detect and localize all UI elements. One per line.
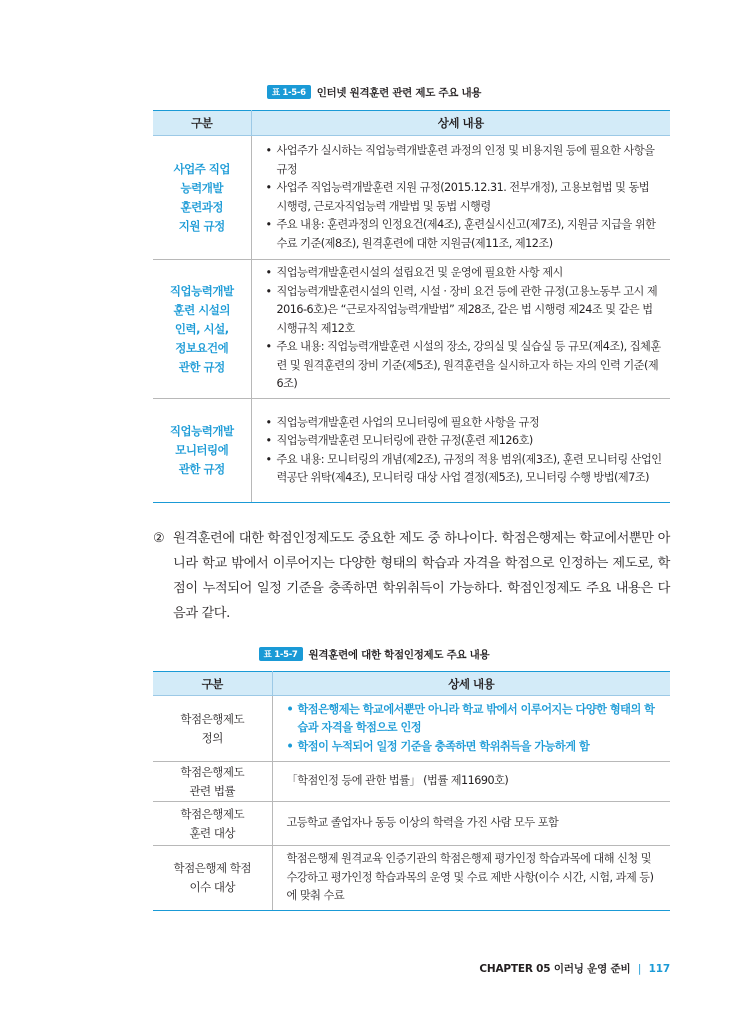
detail-text: 「학점인정 등에 관한 법률」 (법률 제11690호): [286, 774, 509, 788]
table-1-title: 인터넷 원격훈련 관련 제도 주요 내용: [316, 87, 482, 99]
table-row: [153, 696, 670, 762]
table-row: [153, 399, 670, 503]
category-line: 학점은행제도: [180, 711, 245, 726]
table-1-header-row: [153, 111, 670, 136]
list-item: • 직업능력개발훈련 사업의 모니터링에 필요한 사항을 규정: [266, 414, 663, 433]
category-line: 직업능력개발: [169, 424, 234, 438]
table-1-row-2-category: [153, 260, 251, 399]
category-line: 학점은행제 학점: [173, 860, 251, 875]
category-line: 관련 법률: [189, 783, 236, 798]
table-1-header-category: 구분: [153, 111, 251, 136]
table-1-row-2-detail: [251, 260, 670, 399]
category-line: 훈련과정: [180, 199, 223, 214]
body-paragraph: [153, 526, 670, 626]
list-item: • 직업능력개발훈련 모니터링에 관한 규정(훈련 제126호): [266, 432, 663, 451]
detail-text: 학점은행제 원격교육 인증기관의 학점은행제 평가인정 학습과목에 대해 신청 및 수강하고 평가인정 학습과목의 운영 및 수료 제반 사항(이수 시간, 시험, 과제 등)에 맞춰 수료: [286, 852, 654, 902]
table-2-header-detail: 상세 내용: [272, 672, 670, 696]
category-line: 관한 규정: [178, 359, 225, 374]
category-line: 사업주 직업: [173, 161, 231, 176]
table-2-row-1-category: [153, 696, 272, 762]
table-1-row-3-category: [153, 399, 251, 503]
table-2-row-4-category: [153, 846, 272, 911]
category-line: 훈련 시설의: [173, 302, 231, 317]
paragraph-text: 원격훈련에 대한 학점인정제도도 중요한 제도 중 하나이다. 학점은행제는 학교에서뿐만 아니라 학교 밖에서 이루어지는 다양한 형태의 학습과 자격을 학점으로 인정하는 제도로, 학점이 누적되어 일정 기준을 충족하면 학위취득이 가능하다. 학점인정제도 주요 내용은 다음과 같다.: [173, 531, 670, 621]
table-2-header-row: [153, 672, 670, 696]
category-line: 학점은행제도: [180, 764, 245, 779]
table-1-caption: [0, 85, 748, 100]
table-row: [153, 802, 670, 846]
category-line: 이수 대상: [189, 879, 236, 894]
table-2-tag: 표 1-5-7: [259, 647, 303, 661]
table-1-row-3-detail: [251, 399, 670, 503]
footer-separator: |: [637, 963, 642, 975]
table-2-row-3-detail: [272, 802, 670, 846]
table-2-row-2-category: [153, 762, 272, 802]
category-line: 정의: [201, 730, 223, 745]
table-1-row-1-detail: [251, 136, 670, 260]
table-2-row-2-detail: [272, 762, 670, 802]
category-line: 정보요건에: [175, 340, 229, 355]
table-2-row-3-category: [153, 802, 272, 846]
table-1-row-1-category: [153, 136, 251, 260]
page-number: 117: [648, 963, 670, 975]
category-line: 모니터링에: [175, 443, 229, 457]
table-2-header-category: 구분: [153, 672, 272, 696]
table-row: [153, 762, 670, 802]
list-item: • 학점은행제는 학교에서뿐만 아니라 학교 밖에서 이루어지는 다양한 형태의 학습과 자격을 학점으로 인정: [287, 701, 663, 738]
table-1-header-detail: 상세 내용: [251, 111, 670, 136]
table-2: [153, 671, 670, 911]
table-2-row-4-detail: [272, 846, 670, 911]
table-2-title: 원격훈련에 대한 학점인정제도 주요 내용: [308, 649, 490, 661]
table-row: [153, 846, 670, 911]
table-1: [153, 110, 670, 503]
category-line: 관한 규정: [178, 462, 225, 476]
category-line: 직업능력개발: [169, 283, 234, 298]
list-item: • 사업주가 실시하는 직업능력개발훈련 과정의 인정 및 비용지원 등에 필요한 사항을 규정: [266, 142, 663, 179]
list-item: • 주요 내용: 훈련과정의 인정요건(제4조), 훈련실시신고(제7조), 지원금 지급을 위한 수료 기준(제8조), 원격훈련에 대한 지원금(제11조, 제12조): [266, 216, 663, 253]
table-2-caption: [0, 647, 748, 662]
page-footer: [479, 961, 670, 976]
list-item: • 직업능력개발훈련시설의 인력, 시설 · 장비 요건 등에 관한 규정(고용노동부 고시 제2016-6호)은 “근로자직업능력개발법” 제28조, 같은 법 시행령 제24조 및 같은 법 시행규칙 제12호: [266, 283, 663, 339]
category-line: 인력, 시설,: [174, 321, 229, 336]
table-2-row-1-detail: [272, 696, 670, 762]
list-item: • 주요 내용: 직업능력개발훈련 시설의 장소, 강의실 및 실습실 등 규모(제4조), 집체훈련 및 원격훈련의 장비 기준(제5조), 원격훈련을 실시하고자 하는 자의 인력 기준(제6조): [266, 338, 663, 394]
footer-title: 이러닝 운영 준비: [553, 963, 631, 975]
list-item: • 학점이 누적되어 일정 기준을 충족하면 학위취득을 가능하게 함: [287, 738, 663, 757]
category-line: 지원 규정: [178, 218, 225, 233]
detail-text: 고등학교 졸업자나 동등 이상의 학력을 가진 사람 모두 포함: [286, 816, 559, 830]
table-1-tag: 표 1-5-6: [267, 85, 311, 99]
category-line: 학점은행제도: [180, 806, 245, 821]
category-line: 훈련 대상: [189, 825, 236, 840]
category-line: 능력개발: [180, 180, 223, 195]
footer-chapter: CHAPTER 05: [479, 963, 551, 975]
paragraph-number: ②: [153, 531, 165, 546]
list-item: • 직업능력개발훈련시설의 설립요건 및 운영에 필요한 사항 제시: [266, 264, 663, 283]
table-row: [153, 136, 670, 260]
list-item: • 사업주 직업능력개발훈련 지원 규정(2015.12.31. 전부개정), 고용보험법 및 동법 시행령, 근로자직업능력 개발법 및 동법 시행령: [266, 179, 663, 216]
list-item: • 주요 내용: 모니터링의 개념(제2조), 규정의 적용 범위(제3조), 훈련 모니터링 산업인력공단 위탁(제4조), 모니터링 대상 사업 결정(제5조), 모니터링 수행 방법(제7조): [266, 451, 663, 488]
table-row: [153, 260, 670, 399]
